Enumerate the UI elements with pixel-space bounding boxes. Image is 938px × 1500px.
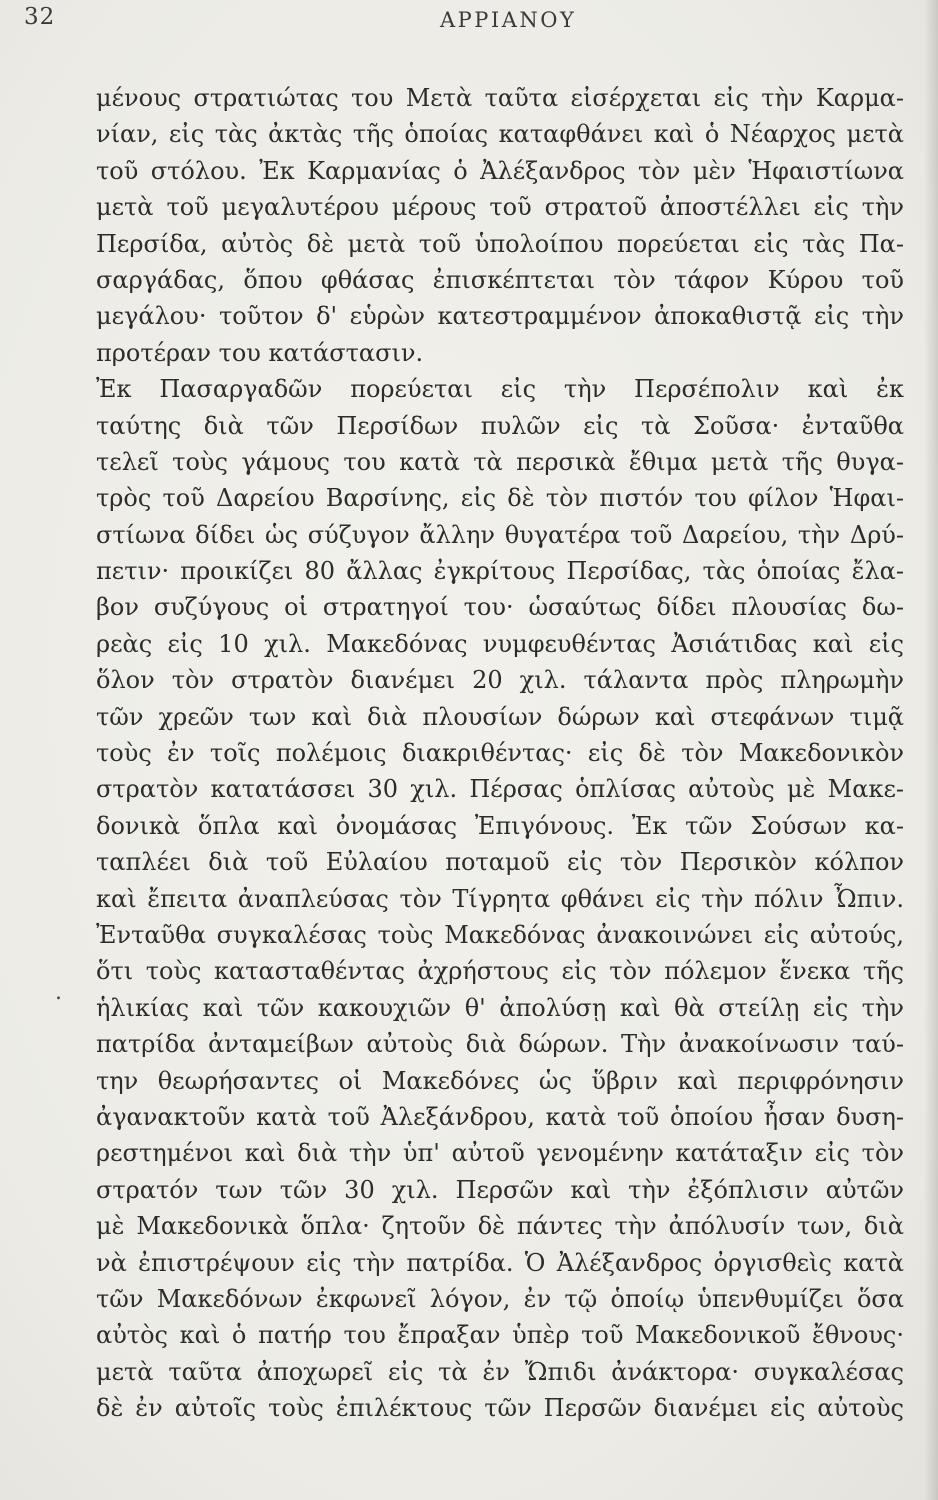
text-line: μεγάλου· τοῦτον δ' εὑρὼν κατεστραμμένον ἀποκαθιστᾷ εἰς τὴν (96, 302, 904, 331)
text-line: ἡλικίας καὶ τῶν κακουχιῶν θ' ἀπολύσῃ καὶ θὰ στείλῃ εἰς τὴν (96, 993, 904, 1022)
text-line: μετὰ τοῦ μεγαλυτέρου μέρους τοῦ στρατοῦ ἀποστέλλει εἰς τὴν (96, 193, 904, 222)
running-title: ΑΡΡΙΑΝΟΥ (440, 8, 577, 32)
text-line: αὐτὸς καὶ ὁ πατήρ του ἔπραξαν ὑπὲρ τοῦ Μακεδονικοῦ ἔθνους· (96, 1321, 904, 1350)
body-text (96, 80, 904, 1426)
text-line: στίωνα δίδει ὡς σύζυγον ἄλλην θυγατέρα τοῦ Δαρείου, τὴν Δρύ- (96, 520, 904, 549)
text-line: δονικὰ ὅπλα καὶ ὀνομάσας Ἐπιγόνους. Ἐκ τῶν Σούσων κα- (96, 811, 904, 840)
text-line: ταύτης διὰ τῶν Περσίδων πυλῶν εἰς τὰ Σοῦσα· ἐνταῦθα (96, 411, 904, 440)
text-line: πατρίδα ἀνταμείβων αὐτοὺς διὰ δώρων. Τὴν ἀνακοίνωσιν ταύ- (96, 1030, 904, 1059)
page-edge-shadow (924, 0, 938, 1500)
text-line: στρατόν των τῶν 30 χιλ. Περσῶν καὶ τὴν ἐξόπλισιν αὐτῶν (96, 1175, 904, 1204)
text-line: νίαν, εἰς τὰς ἀκτὰς τῆς ὁποίας καταφθάνει καὶ ὁ Νέαρχος μετὰ (96, 120, 904, 149)
text-line: σαργάδας, ὅπου φθάσας ἐπισκέπτεται τὸν τάφον Κύρου τοῦ (96, 265, 904, 294)
text-line: νὰ ἐπιστρέψουν εἰς τὴν πατρίδα. Ὁ Ἀλέξανδρος ὀργισθεὶς κατὰ (96, 1248, 904, 1277)
text-line: μένους στρατιώτας του Μετὰ ταῦτα εἰσέρχεται εἰς τὴν Καρμα- (96, 84, 904, 112)
text-line: πετιν· προικίζει 80 ἄλλας ἐγκρίτους Περσίδας, τὰς ὁποίας ἔλα- (96, 557, 904, 586)
text-line: τοὺς ἐν τοῖς πολέμοις διακριθέντας· εἰς δὲ τὸν Μακεδονικὸν (96, 739, 904, 768)
text-line: ὅτι τοὺς κατασταθέντας ἀχρήστους εἰς τὸν πόλεμον ἕνεκα τῆς (96, 957, 904, 986)
page-number: 32 (24, 4, 56, 30)
text-line: ἀγανακτοῦν κατὰ τοῦ Ἀλεξάνδρου, κατὰ τοῦ ὁποίου ἦσαν δυση- (96, 1102, 904, 1131)
text-line: ταπλέει διὰ τοῦ Εὐλαίου ποταμοῦ εἰς τὸν Περσικὸν κόλπον (96, 848, 904, 877)
text-line: προτέραν του κατάστασιν. (96, 338, 424, 367)
text-line: ρεστημένοι καὶ διὰ τὴν ὑπ' αὐτοῦ γενομένην κατάταξιν εἰς τὸν (96, 1139, 904, 1168)
text-line: ὅλον τὸν στρατὸν διανέμει 20 χιλ. τάλαντα πρὸς πληρωμὴν (96, 666, 904, 695)
text-line: την θεωρήσαντες οἱ Μακεδόνες ὡς ὕβριν καὶ περιφρόνησιν (96, 1066, 904, 1095)
text-line: βον συζύγους οἱ στρατηγοί του· ὡσαύτως δίδει πλουσίας δω- (96, 593, 904, 622)
text-line: μετὰ ταῦτα ἀποχωρεῖ εἰς τὰ ἐν Ὤπιδι ἀνάκτορα· συγκαλέσας (96, 1357, 904, 1386)
text-line: Περσίδα, αὐτὸς δὲ μετὰ τοῦ ὑπολοίπου πορεύεται εἰς τὰς Πα- (96, 229, 904, 258)
text-line: τῶν χρεῶν των καὶ διὰ πλουσίων δώρων καὶ στεφάνων τιμᾷ (96, 702, 904, 731)
margin-mark: . (55, 980, 62, 1005)
text-line: δὲ ἐν αὐτοῖς τοὺς ἐπιλέκτους τῶν Περσῶν διανέμει εἰς αὐτοὺς (96, 1394, 904, 1423)
text-line: στρατὸν κατατάσσει 30 χιλ. Πέρσας ὁπλίσας αὐτοὺς μὲ Μακε- (96, 775, 904, 804)
text-line: τελεῖ τοὺς γάμους του κατὰ τὰ περσικὰ ἔθιμα μετὰ τῆς θυγα- (96, 447, 904, 476)
text-line: τοῦ στόλου. Ἐκ Καρμανίας ὁ Ἀλέξανδρος τὸν μὲν Ἡφαιστίωνα (96, 156, 904, 185)
text-line: τῶν Μακεδόνων ἐκφωνεῖ λόγον, ἐν τῷ ὁποίῳ ὑπενθυμίζει ὅσα (96, 1284, 904, 1313)
text-line: Ἐκ Πασαργαδῶν πορεύεται εἰς τὴν Περσέπολιν καὶ ἐκ (96, 375, 904, 404)
text-line: μὲ Μακεδονικὰ ὅπλα· ζητοῦν δὲ πάντες τὴν ἀπόλυσίν των, διὰ (96, 1212, 904, 1241)
text-line: τρὸς τοῦ Δαρείου Βαρσίνης, εἰς δὲ τὸν πιστόν του φίλον Ἡφαι- (96, 484, 904, 513)
text-line: καὶ ἔπειτα ἀναπλεύσας τὸν Τίγρητα φθάνει εἰς τὴν πόλιν Ὦπιν. (96, 884, 904, 913)
text-line: Ἐνταῦθα συγκαλέσας τοὺς Μακεδόνας ἀνακοινώνει εἰς αὐτούς, (96, 920, 904, 949)
text-line: ρεὰς εἰς 10 χιλ. Μακεδόνας νυμφευθέντας Ἀσιάτιδας καὶ εἰς (96, 629, 904, 658)
